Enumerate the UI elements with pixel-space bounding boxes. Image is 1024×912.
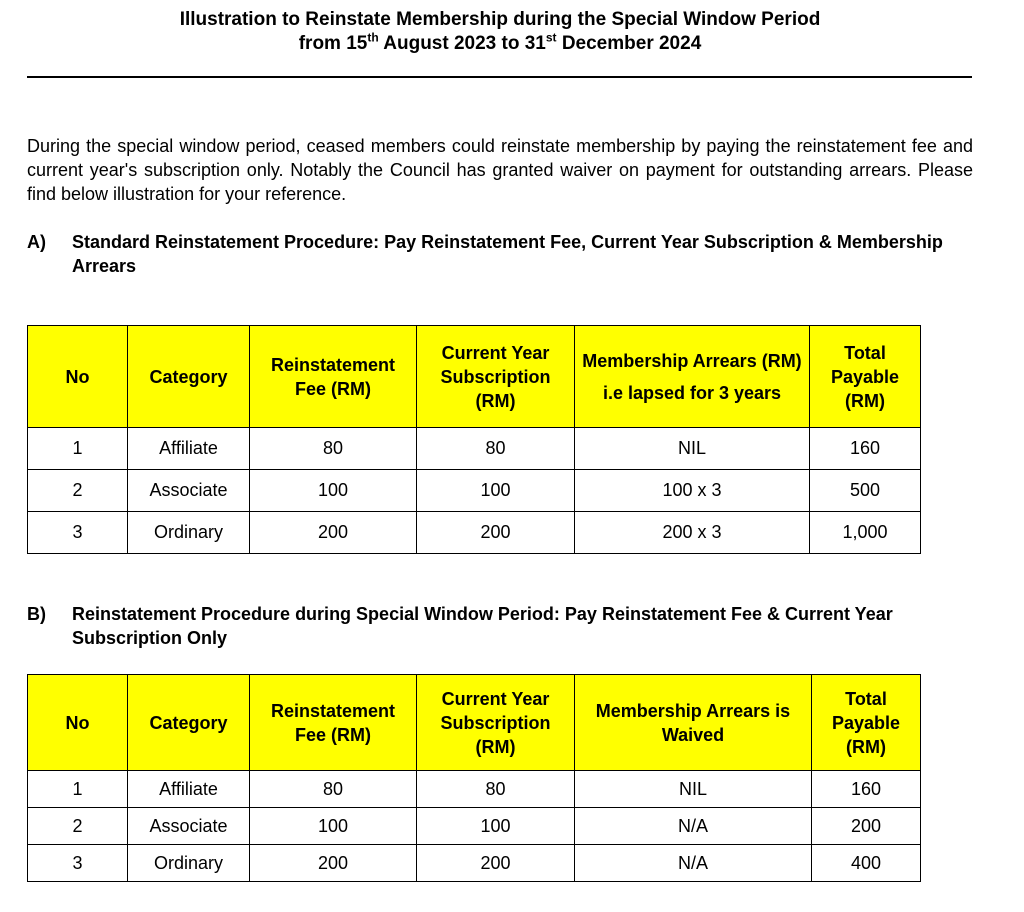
- table-row: [28, 470, 921, 512]
- cell-category: Ordinary: [128, 845, 250, 882]
- cell-no: 2: [28, 808, 128, 845]
- cell-arrears: 200 x 3: [575, 512, 810, 554]
- cell-category: Associate: [128, 470, 250, 512]
- col-header-current-year: Current Year Subscription (RM): [417, 675, 575, 771]
- cell-category: Affiliate: [128, 428, 250, 470]
- cell-no: 3: [28, 512, 128, 554]
- table-header-row: [28, 675, 921, 771]
- cell-subscription: 80: [417, 771, 575, 808]
- cell-total: 160: [810, 428, 921, 470]
- section-a-title: Standard Reinstatement Procedure: Pay Reinstatement Fee, Current Year Subscription & Membership Arrears: [72, 232, 943, 276]
- col-header-arrears-waived: Membership Arrears is Waived: [575, 675, 812, 771]
- intro-paragraph: During the special window period, ceased members could reinstate membership by paying the reinstatement fee and current year's subscription only. Notably the Council has granted waiver on payment for outstanding arrears. Please find below illustration for your reference.: [27, 136, 973, 204]
- cell-total: 1,000: [810, 512, 921, 554]
- cell-no: 2: [28, 470, 128, 512]
- cell-arrears: NIL: [575, 428, 810, 470]
- cell-total: 200: [812, 808, 921, 845]
- cell-arrears: 100 x 3: [575, 470, 810, 512]
- cell-subscription: 80: [417, 428, 575, 470]
- title-line-1: Illustration to Reinstate Membership during the Special Window Period: [179, 9, 821, 30]
- cell-fee: 80: [250, 771, 417, 808]
- col-header-reinstatement-fee: Reinstatement Fee (RM): [250, 675, 417, 771]
- cell-fee: 80: [250, 428, 417, 470]
- cell-fee: 100: [250, 808, 417, 845]
- cell-subscription: 100: [417, 470, 575, 512]
- arrears-note: i.e lapsed for 3 years: [602, 382, 782, 403]
- col-header-current-year: Current Year Subscription (RM): [417, 326, 575, 428]
- col-header-reinstatement-fee: Reinstatement Fee (RM): [250, 326, 417, 428]
- cell-total: 400: [812, 845, 921, 882]
- special-window-table: [27, 674, 921, 882]
- cell-total: 500: [810, 470, 921, 512]
- section-b-heading: [27, 602, 973, 650]
- col-header-category: Category: [128, 675, 250, 771]
- cell-category: Associate: [128, 808, 250, 845]
- cell-subscription: 200: [417, 512, 575, 554]
- cell-fee: 100: [250, 470, 417, 512]
- cell-fee: 200: [250, 845, 417, 882]
- cell-no: 1: [28, 771, 128, 808]
- table-row: [28, 845, 921, 882]
- table-row: [28, 771, 921, 808]
- document-title: [0, 8, 1000, 56]
- standard-reinstatement-table: [27, 325, 921, 554]
- cell-category: Ordinary: [128, 512, 250, 554]
- col-header-no: No: [28, 675, 128, 771]
- section-a-heading: [27, 230, 973, 278]
- cell-no: 1: [28, 428, 128, 470]
- cell-subscription: 100: [417, 808, 575, 845]
- cell-arrears: N/A: [575, 845, 812, 882]
- table-row: [28, 808, 921, 845]
- col-header-total: Total Payable (RM): [810, 326, 921, 428]
- cell-fee: 200: [250, 512, 417, 554]
- title-divider: [27, 76, 972, 78]
- table-row: [28, 428, 921, 470]
- section-a-label: A): [27, 232, 46, 252]
- col-header-no: No: [28, 326, 128, 428]
- cell-category: Affiliate: [128, 771, 250, 808]
- title-line-2: from 15th August 2023 to 31st December 2024: [298, 30, 702, 54]
- table-header-row: [28, 326, 921, 428]
- section-b-title: Reinstatement Procedure during Special Window Period: Pay Reinstatement Fee & Current Year Subscription Only: [72, 604, 893, 648]
- cell-arrears: NIL: [575, 771, 812, 808]
- col-header-total: Total Payable (RM): [812, 675, 921, 771]
- col-header-arrears: Membership Arrears (RM) i.e lapsed for 3 years: [575, 326, 810, 428]
- cell-arrears: N/A: [575, 808, 812, 845]
- table-row: [28, 512, 921, 554]
- cell-subscription: 200: [417, 845, 575, 882]
- col-header-category: Category: [128, 326, 250, 428]
- section-b-label: B): [27, 604, 46, 624]
- cell-no: 3: [28, 845, 128, 882]
- cell-total: 160: [812, 771, 921, 808]
